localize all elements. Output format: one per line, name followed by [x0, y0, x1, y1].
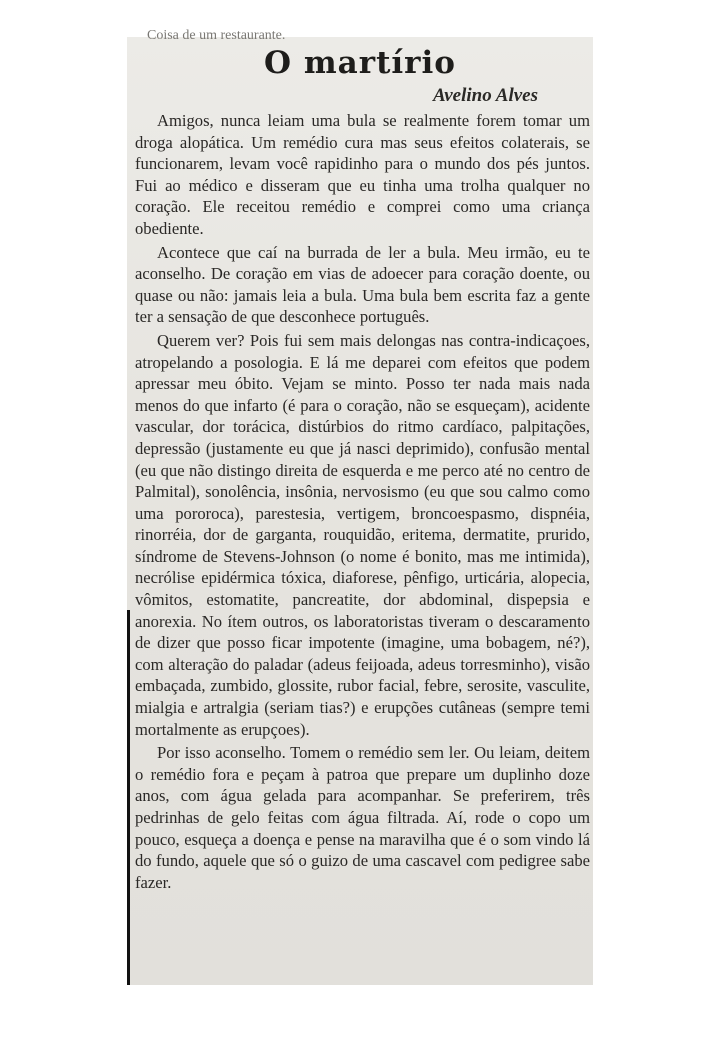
paragraph-1: Amigos, nunca leiam uma bula se realmente forem tomar um droga alopática. Um remédio cura mas seus efeitos colaterais, se funcionarem, levam você rapidinho para o mundo dos pés juntos. Fui ao médico e disseram que eu tinha uma trolha qualquer no coração. Ele receitou remédio e comprei como uma criança obediente. — [135, 111, 590, 238]
article-title: O martírio — [264, 45, 456, 81]
article-body — [135, 110, 590, 893]
previous-article-fragment: Coisa de um restaurante. — [147, 28, 286, 43]
paragraph-3: Querem ver? Pois fui sem mais delongas nas contra-indicaçoes, atropelando a posologia. E lá me deparei com efeitos que podem apressar meu óbito. Vejam se minto. Posso ter nada mais nada menos do que infarto (é para o coração, não se esqueçam), acidente vascular, dor torácica, distúrbios do ritmo cardíaco, palpitações, depressão (justamente eu que já nasci deprimido), confusão mental (eu que não distingo direita de esquerda e me perco até no centro de Palmital), sonolência, insônia, nervosismo (eu que sou calmo como uma pororoca), parestesia, vertigem, broncoespasmo, dispnéia, rinorréia, dor de garganta, rouquidão, eritema, dermatite, prurido, síndrome de Stevens-Johnson (o nome é bonito, mas me intimida), necrólise epidérmica tóxica, diaforese, pênfigo, urticária, alopecia, vômitos, estomatite, pancreatite, dor abdominal, dispepsia e anorexia. No ítem outros, os laboratoristas tiveram o descaramento de dizer que posso ficar impotente (imagine, uma bobagem, né?), com alteração do paladar (adeus feijoada, adeus torresminho), visão embaçada, zumbido, glossite, rubor facial, febre, serosite, vasculite, mialgia e artralgia (seriam tias?) e erupções cutâneas (sempre temi mortalmente as erupçoes). — [135, 330, 590, 739]
paragraph-2: Acontece que caí na burrada de ler a bula. Meu irmão, eu te aconselho. De coração em vias de adoecer para coração doente, ou quase ou não: jamais leia a bula. Uma bula bem escrita faz a gente ter a sensação de que desconhece português. — [135, 242, 590, 327]
newspaper-clipping — [127, 28, 593, 985]
paragraph-4: Por isso aconselho. Tomem o remédio sem ler. Ou leiam, deitem o remédio fora e peçam à patroa que prepare um duplinho doze anos, com água gelada para acompanhar. Se preferirem, três pedrinhas de gelo feitas com água filtrada. Aí, rode o copo um pouco, esqueça a doença e pense na maravilha que é o som vindo lá do fundo, aquele que só o guizo de uma cascavel com pedigree sabe fazer. — [135, 743, 590, 892]
column-divider — [127, 610, 130, 985]
article-author: Avelino Alves — [432, 85, 538, 106]
